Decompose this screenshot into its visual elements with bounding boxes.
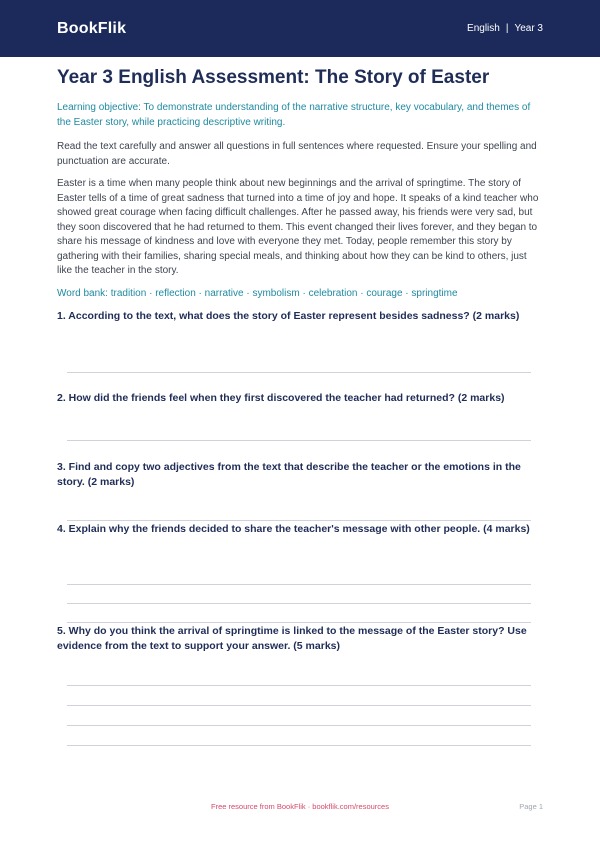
question-1: 1. According to the text, what does the story of Easter represent besides sadness? (2 marks) xyxy=(57,310,520,322)
footer-resource-link[interactable]: Free resource from BookFlik · bookflik.com/resources xyxy=(211,802,389,811)
answer-line[interactable] xyxy=(67,372,531,373)
question-5: 5. Why do you think the arrival of springtime is linked to the message of the Easter story? Use evidence from the text to support your answer. (5 marks) xyxy=(57,625,527,652)
brand-logo[interactable]: BookFlik xyxy=(57,19,127,37)
answer-line[interactable] xyxy=(67,745,531,746)
instructions: Read the text carefully and answer all questions in full sentences where requested. Ensure your spelling and punctuation are accurate. xyxy=(57,141,537,167)
question-2: 2. How did the friends feel when they first discovered the teacher had returned? (2 marks) xyxy=(57,392,505,404)
answer-line[interactable] xyxy=(67,685,531,686)
question-3: 3. Find and copy two adjectives from the text that describe the teacher or the emotions in the story. (2 marks) xyxy=(57,461,521,488)
answer-line[interactable] xyxy=(67,520,531,521)
answer-line[interactable] xyxy=(67,622,531,623)
breadcrumb xyxy=(467,23,543,34)
page-title: Year 3 English Assessment: The Story of Easter xyxy=(57,67,490,88)
answer-line[interactable] xyxy=(67,705,531,706)
document-body xyxy=(57,66,543,301)
page-number: Page 1 xyxy=(519,802,543,811)
page-footer xyxy=(0,802,600,814)
learning-objective: Learning objective: To demonstrate understanding of the narrative structure, key vocabulary, and themes of the Easter story, while practicing descriptive writing. xyxy=(57,102,531,128)
answer-line[interactable] xyxy=(67,440,531,441)
answer-line[interactable] xyxy=(67,584,531,585)
question-4: 4. Explain why the friends decided to share the teacher's message with other people. (4 marks) xyxy=(57,523,530,535)
breadcrumb-year: Year 3 xyxy=(514,23,543,34)
story-text: Easter is a time when many people think about new beginnings and the arrival of springtime. The story of Easter tells of a time of great sadness that turned into a time of joy and hope. It speaks of a kind teacher who showed great courage when facing difficult challenges. After he passed away, his friends were very sad, but they soon discovered that he had returned to them. This event changed their lives forever, and they began to share his message of kindness and love with everyone they met. Today, people remember this story by gathering with their families, sharing special meals, and thinking about how they can be kind to others, just like the teacher in the story. xyxy=(57,178,539,276)
answer-line[interactable] xyxy=(67,725,531,726)
page-header xyxy=(0,0,600,57)
answer-line[interactable] xyxy=(67,603,531,604)
word-bank: Word bank: tradition · reflection · narrative · symbolism · celebration · courage · springtime xyxy=(57,287,458,299)
breadcrumb-subject: English xyxy=(467,23,500,34)
breadcrumb-separator: | xyxy=(505,23,509,34)
